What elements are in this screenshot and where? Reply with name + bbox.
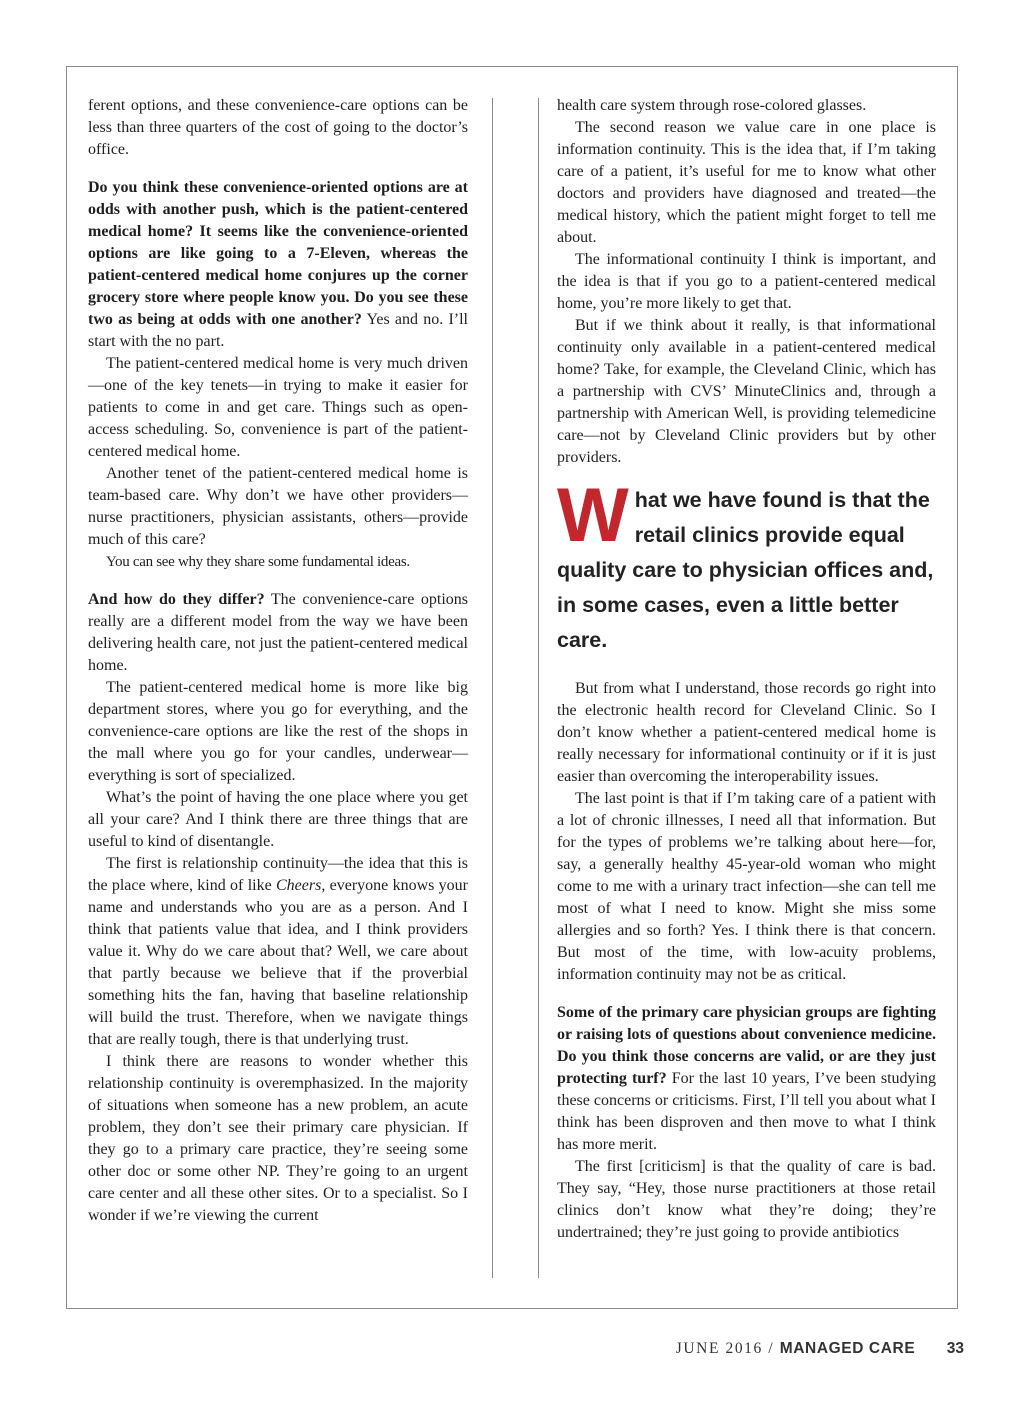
pull-quote-text: hat we have found is that the retail clinics provide equal quality care to physician offices and, in some cases, even a little better care. <box>557 488 934 652</box>
paragraph: The second reason we value care in one place is information continuity. This is the idea that, if I’m taking care of a patient, it’s useful for me to know what other doctors and providers have diagnosed and treated—the medical history, which the patient might forget to tell me about. <box>557 119 936 246</box>
paragraph: But from what I understand, those records go right into the electronic health record for Cleveland Clinic. So I don’t know whether a patient-centered medical home is really necessary for informational continuity or if it is just easier than overcoming the interoperability issues. <box>557 680 936 785</box>
paragraph: ferent options, and these convenience-care options can be less than three quarters of the cost of going to the doctor’s office. <box>88 97 468 158</box>
answer-text: The convenience-care options really are a different model from the way we have been delivering health care, not just the patient-centered medical home. <box>88 591 469 674</box>
paragraph: The first [criticism] is that the quality of care is bad. They say, “Hey, those nurse practitioners at those retail clinics don’t know what they’re doing; they’re undertrained; they’re just going to provide antibiotics <box>557 1158 936 1241</box>
issue-date: JUNE 2016 / <box>675 1340 775 1357</box>
pull-quote <box>557 473 936 658</box>
question-paragraph <box>88 589 468 677</box>
paragraph: The patient-centered medical home is very much driven—one of the key tenets—in trying to make it easier for patients to come in and get care. Things such as open-access scheduling. So, convenience is part of the patient-centered medical home. <box>88 355 468 460</box>
magazine-name: MANAGED CARE <box>779 1340 916 1357</box>
left-column <box>88 95 468 1227</box>
paragraph: Another tenet of the patient-centered medical home is team-based care. Why don’t we have other providers—nurse practitioners, physician assistants, others—provide much of this care? <box>88 465 468 548</box>
question-paragraph <box>88 177 468 353</box>
italic-title: Cheers <box>276 877 322 894</box>
column-rule-right <box>538 98 539 1278</box>
paragraph <box>88 853 468 1051</box>
text-run: , everyone knows your name and understands who you are as a person. And I think that patients value that idea, and I think providers value it. Why do we care about that? Well, we care about that partly because we believe that if the proverbial something hits the fan, having that baseline relationship will build the trust. Therefore, when we navigate things that are really tough, there is that underlying trust. <box>88 877 468 1048</box>
right-column <box>557 95 936 1244</box>
answer-text: For the last 10 years, I’ve been studying these concerns or criticisms. First, I’ll tell you about what I think has been disproven and then move to what I think has more merit. <box>557 1070 936 1153</box>
paragraph: You can see why they share some fundamental ideas. <box>106 554 410 570</box>
paragraph: What’s the point of having the one place where you get all your care? And I think there are three things that are useful to kind of disentangle. <box>88 789 468 850</box>
paragraph: I think there are reasons to wonder whether this relationship continuity is overemphasized. In the majority of situations when someone has a new problem, an acute problem, they don’t see their primary care physician. If they go to a primary care practice, they’re seeing some other doc or some other NP. They’re going to an urgent care center and all these other sites. Or to a specialist. So I wonder if we’re viewing the current <box>88 1053 468 1224</box>
paragraph: The last point is that if I’m taking care of a patient with a lot of chronic illnesses, I need all that information. But for the types of problems we’re talking about here—for, say, a generally healthy 45-year-old woman who might come to me with a urinary tract infection—she can tell me most of what I need to know. Might she miss some allergies and so forth? Yes. I think there is that concern. But most of the time, with low-acuity problems, information continuity may not be as critical. <box>557 790 936 983</box>
interview-question: Some of the primary care physician groups are fighting or raising lots of questions about convenience medicine. Do you think those concerns are valid, or are they just protecting turf? <box>557 1004 936 1087</box>
interview-question: And how do they differ? <box>88 591 265 608</box>
text-run: The first is relationship continuity—the idea that this is the place where, kind of like <box>88 855 468 894</box>
question-paragraph <box>557 1002 936 1156</box>
answer-text: Yes and no. I’ll start with the no part. <box>88 311 468 350</box>
column-rule-left <box>492 98 493 1278</box>
paragraph: The informational continuity I think is important, and the idea is that if you go to a patient-centered medical home, you’re more likely to get that. <box>557 251 936 312</box>
drop-cap: W <box>557 473 629 558</box>
page-footer <box>676 1340 964 1358</box>
interview-question: Do you think these convenience-oriented options are at odds with another push, which is the patient-centered medical home? It seems like the convenience-oriented options are like going to a 7-Eleven, whereas the patient-centered medical home conjures up the corner grocery store where people know you. Do you see these two as being at odds with one another? <box>88 179 468 328</box>
paragraph: health care system through rose-colored glasses. <box>557 97 867 114</box>
paragraph: But if we think about it really, is that informational continuity only available in a patient-centered medical home? Take, for example, the Cleveland Clinic, which has a partnership with CVS’ MinuteClinics and, through a partnership with American Well, is providing telemedicine care—not by Cleveland Clinic providers but by other providers. <box>557 317 936 466</box>
paragraph: The patient-centered medical home is more like big department stores, where you go for everything, and the convenience-care options are like the rest of the shops in the mall where you go for your candles, underwear—everything is sort of specialized. <box>88 679 468 784</box>
page-number: 33 <box>946 1340 964 1357</box>
